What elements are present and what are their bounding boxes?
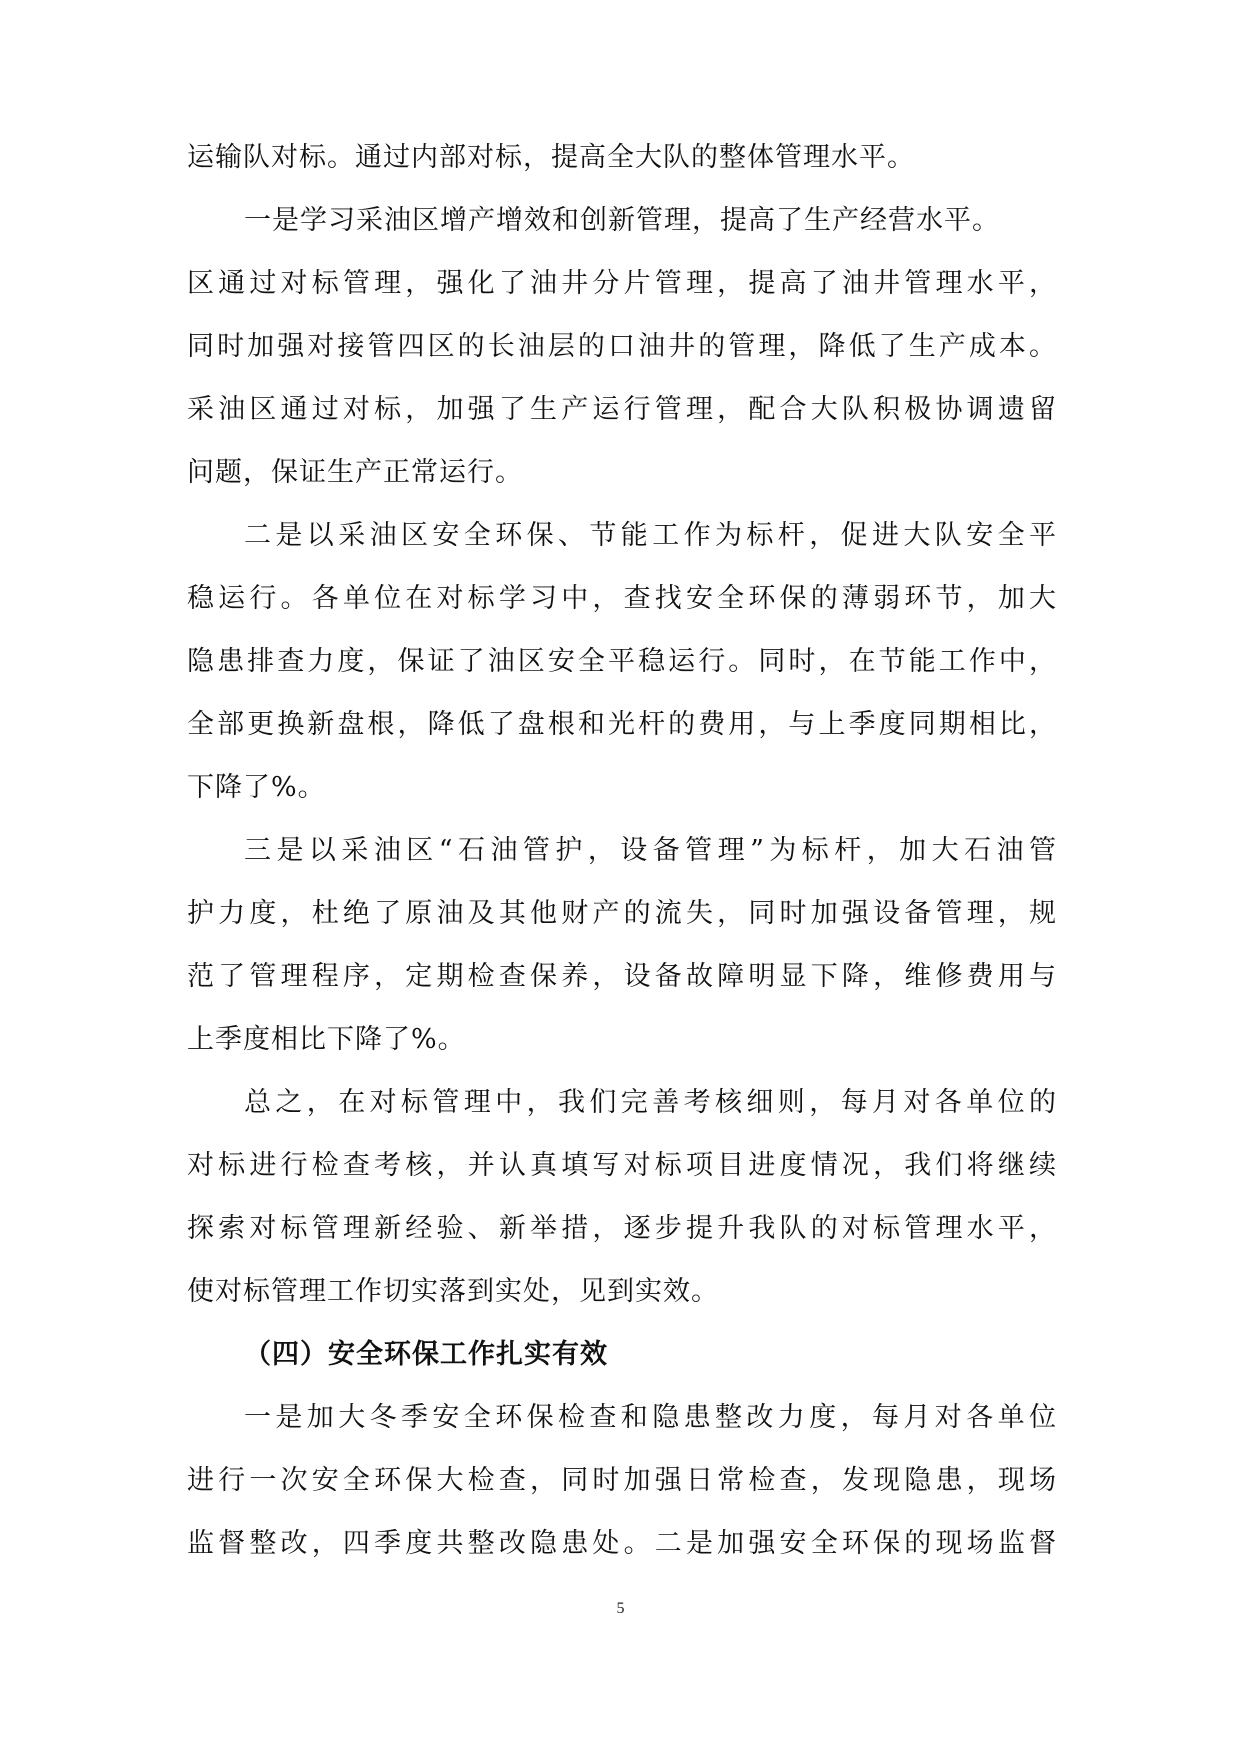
paragraph [187,126,1057,189]
text-line: 一是学习采油区增产增效和创新管理，提高了生产经营水平。 [244,205,1000,236]
text-line: 范了管理程序，定期检查保养，设备故障明显下降，维修费用与 [187,961,1057,992]
text-line: 监督整改，四季度共整改隐患处。二是加强安全环保的现场监督 [187,1528,1057,1559]
text-line: 护力度，杜绝了原油及其他财产的流失，同时加强设备管理，规 [187,898,1057,929]
paragraph [187,819,1057,1071]
paragraph [187,1386,1057,1575]
text-line: 同时加强对接管四区的长油层的口油井的管理，降低了生产成本。 [187,331,1057,362]
paragraph [187,1071,1057,1323]
text-line: 隐患排查力度，保证了油区安全平稳运行。同时，在节能工作中， [187,646,1057,677]
text-line: 对标进行检查考核，并认真填写对标项目进度情况，我们将继续 [187,1150,1057,1181]
text-line: 问题，保证生产正常运行。 [187,457,523,488]
text-line: 进行一次安全环保大检查，同时加强日常检查，发现隐患，现场 [187,1465,1057,1496]
text-line: 全部更换新盘根，降低了盘根和光杆的费用，与上季度同期相比， [187,709,1057,740]
text-line: 探索对标管理新经验、新举措，逐步提升我队的对标管理水平， [187,1213,1057,1244]
heading-text: （四）安全环保工作扎实有效 [244,1339,608,1370]
paragraph [187,504,1057,819]
text-line: 下降了%。 [187,772,326,803]
paragraph [187,189,1057,504]
section-heading [187,1323,1057,1386]
text-line: 使对标管理工作切实落到实处，见到实效。 [187,1276,719,1307]
text-line: 运输队对标。通过内部对标，提高全大队的整体管理水平。 [187,142,915,173]
text-line: 总之，在对标管理中，我们完善考核细则，每月对各单位的 [244,1087,1057,1118]
text-line: 上季度相比下降了%。 [187,1024,466,1055]
text-line: 采油区通过对标，加强了生产运行管理，配合大队积极协调遗留 [187,394,1057,425]
text-line: 稳运行。各单位在对标学习中，查找安全环保的薄弱环节，加大 [187,583,1057,614]
text-line: 三是以采油区“石油管护，设备管理”为标杆，加大石油管 [244,835,1057,866]
document-body [187,126,1057,1575]
text-line: 一是加大冬季安全环保检查和隐患整改力度，每月对各单位 [244,1402,1057,1433]
page-number: 5 [616,1600,625,1617]
text-line: 二是以采油区安全环保、节能工作为标杆，促进大队安全平 [244,520,1057,551]
text-line: 区通过对标管理，强化了油井分片管理，提高了油井管理水平， [187,268,1057,299]
